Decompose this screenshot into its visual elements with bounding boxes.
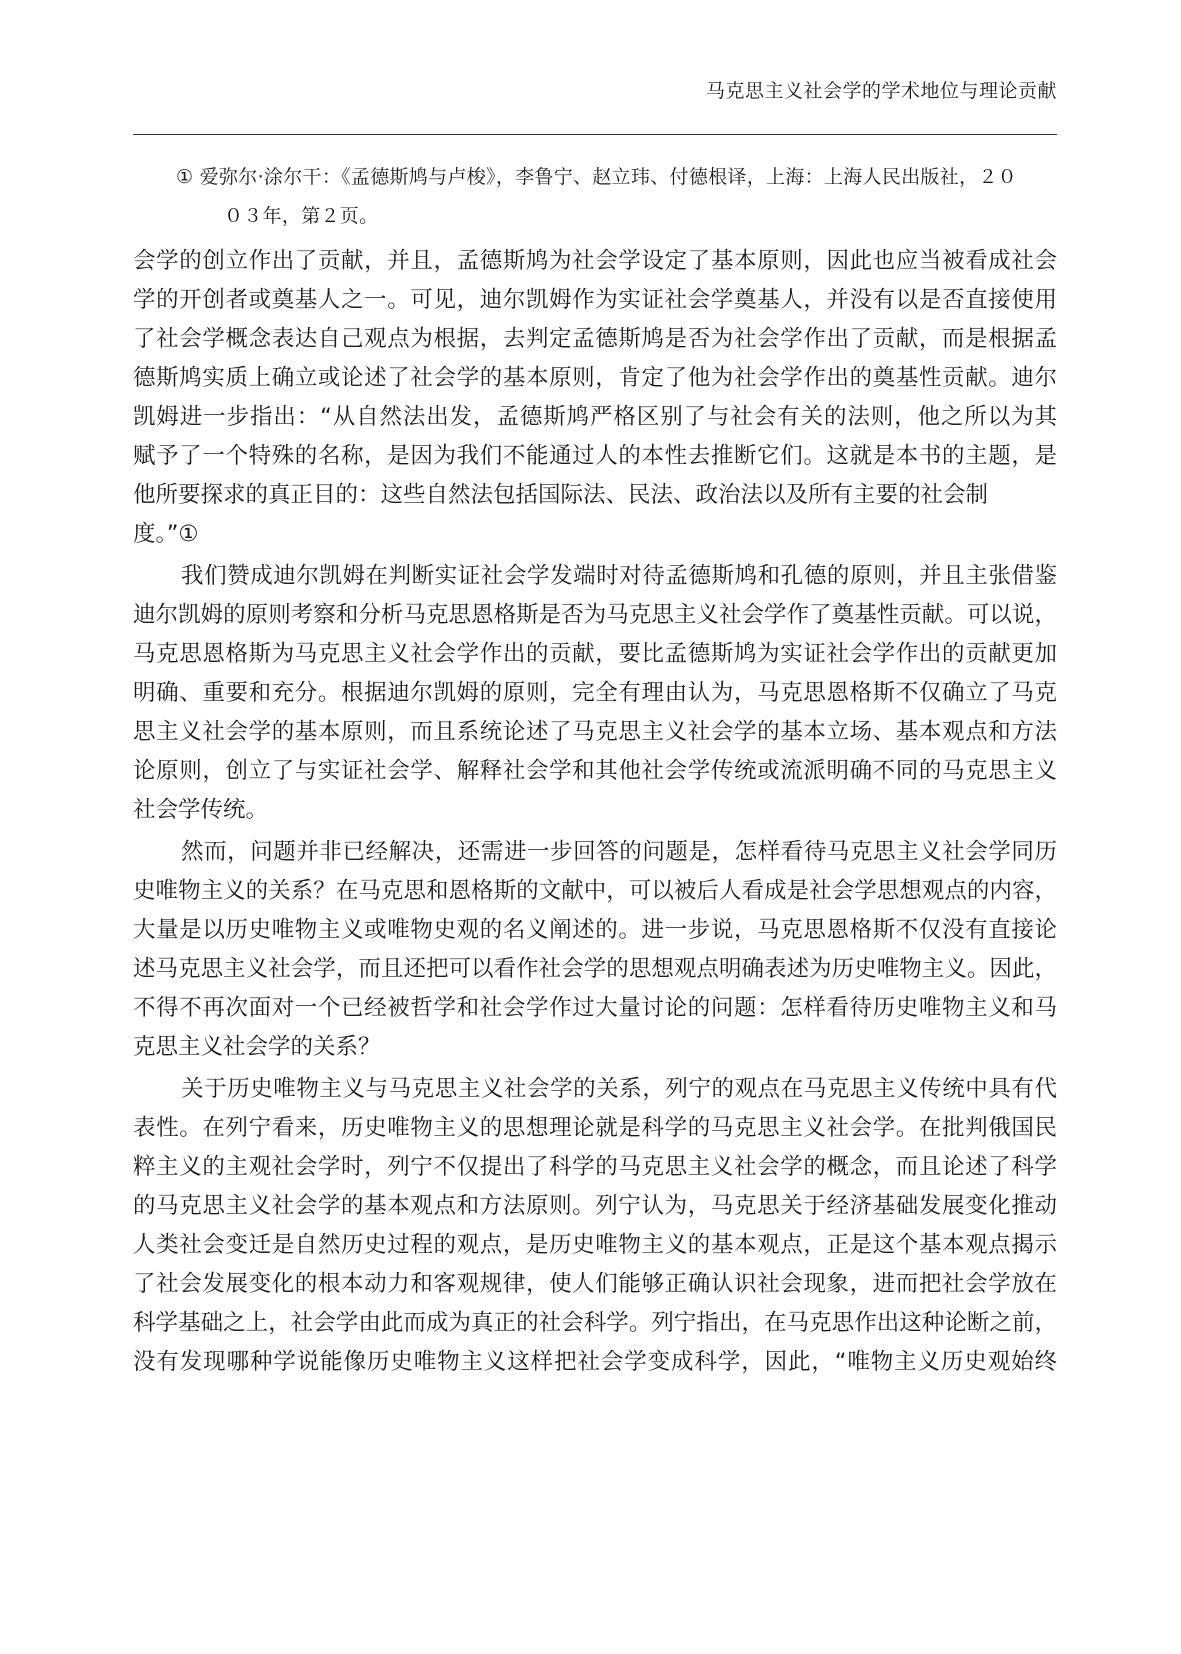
text-line: 述马克思主义社会学，而且还把可以看作社会学的思想观点明确表述为历史唯物主义。因此， [133,956,1057,982]
text-line: 史唯物主义的关系？在马克思和恩格斯的文献中，可以被后人看成是社会学思想观点的内容， [133,878,1057,904]
footnote-line: ① 爱弥尔·涂尔干：《孟德斯鸠与卢梭》，李鲁宁、赵立玮、付德根译，上海：上海人民出版社，２０ [176,166,1017,188]
text-line: 人类社会变迁是自然历史过程的观点，是历史唯物主义的基本观点，正是这个基本观点揭示 [133,1232,1057,1258]
text-line: 赋予了一个特殊的名称，是因为我们不能通过人的本性去推断它们。这就是本书的主题，是 [133,443,1057,469]
paragraph [133,557,1057,830]
text-line: 马克思恩格斯为马克思主义社会学作出的贡献，要比孟德斯鸠为实证社会学作出的贡献更加 [133,641,1057,667]
text-line: 德斯鸠实质上确立或论述了社会学的基本原则，肯定了他为社会学作出的奠基性贡献。迪尔 [133,365,1057,391]
paragraph [133,1070,1057,1382]
text-line: 表性。在列宁看来，历史唯物主义的思想理论就是科学的马克思主义社会学。在批判俄国民 [133,1115,1057,1141]
body-text [133,242,1057,1382]
footnote-line: ０３年，第２页。 [224,205,379,227]
text-line: 然而，问题并非已经解决，还需进一步回答的问题是，怎样看待马克思主义社会学同历 [181,839,1057,865]
text-line: 大量是以历史唯物主义或唯物史观的名义阐述的。进一步说，马克思恩格斯不仅没有直接论 [133,917,1057,943]
paragraph [133,833,1057,1067]
text-line: 凯姆进一步指出：“从自然法出发，孟德斯鸠严格区别了与社会有关的法则，他之所以为其 [133,404,1057,430]
text-line: 粹主义的主观社会学时，列宁不仅提出了科学的马克思主义社会学的概念，而且论述了科学 [133,1154,1057,1180]
text-line: 了社会发展变化的根本动力和客观规律，使人们能够正确认识社会现象，进而把社会学放在 [133,1271,1057,1297]
footnote [176,158,1056,236]
text-line: 他所要探求的真正目的：这些自然法包括国际法、民法、政治法以及所有主要的社会制 [133,482,989,508]
text-line: 迪尔凯姆的原则考察和分析马克思恩格斯是否为马克思主义社会学作了奠基性贡献。可以说， [133,602,1057,628]
text-line: 会学的创立作出了贡献，并且，孟德斯鸠为社会学设定了基本原则，因此也应当被看成社会 [133,248,1057,274]
text-line: 克思主义社会学的关系？ [133,1034,381,1060]
running-header-title: 马克思主义社会学的学术地位与理论贡献 [705,80,1057,102]
paragraph [133,242,1057,554]
text-line: 科学基础之上，社会学由此而成为真正的社会科学。列宁指出，在马克思作出这种论断之前， [133,1310,1057,1336]
text-line: 社会学传统。 [133,797,269,823]
header-divider [133,134,1057,135]
text-line: 思主义社会学的基本原则，而且系统论述了马克思主义社会学的基本立场、基本观点和方法 [133,719,1057,745]
text-line: 不得不再次面对一个已经被哲学和社会学作过大量讨论的问题：怎样看待历史唯物主义和马 [133,995,1057,1021]
text-line: 学的开创者或奠基人之一。可见，迪尔凯姆作为实证社会学奠基人，并没有以是否直接使用 [133,287,1057,313]
text-line: 论原则，创立了与实证社会学、解释社会学和其他社会学传统或流派明确不同的马克思主义 [133,758,1057,784]
text-line: 了社会学概念表达自己观点为根据，去判定孟德斯鸠是否为社会学作出了贡献，而是根据孟 [133,326,1057,352]
text-line: 关于历史唯物主义与马克思主义社会学的关系，列宁的观点在马克思主义传统中具有代 [181,1076,1057,1102]
text-line: 没有发现哪种学说能像历史唯物主义这样把社会学变成科学，因此，“唯物主义历史观始终 [133,1349,1057,1375]
text-line: 度。”① [133,521,199,547]
text-line: 明确、重要和充分。根据迪尔凯姆的原则，完全有理由认为，马克思恩格斯不仅确立了马克 [133,680,1057,706]
text-line: 我们赞成迪尔凯姆在判断实证社会学发端时对待孟德斯鸠和孔德的原则，并且主张借鉴 [181,563,1057,589]
text-line: 的马克思主义社会学的基本观点和方法原则。列宁认为，马克思关于经济基础发展变化推动 [133,1193,1057,1219]
